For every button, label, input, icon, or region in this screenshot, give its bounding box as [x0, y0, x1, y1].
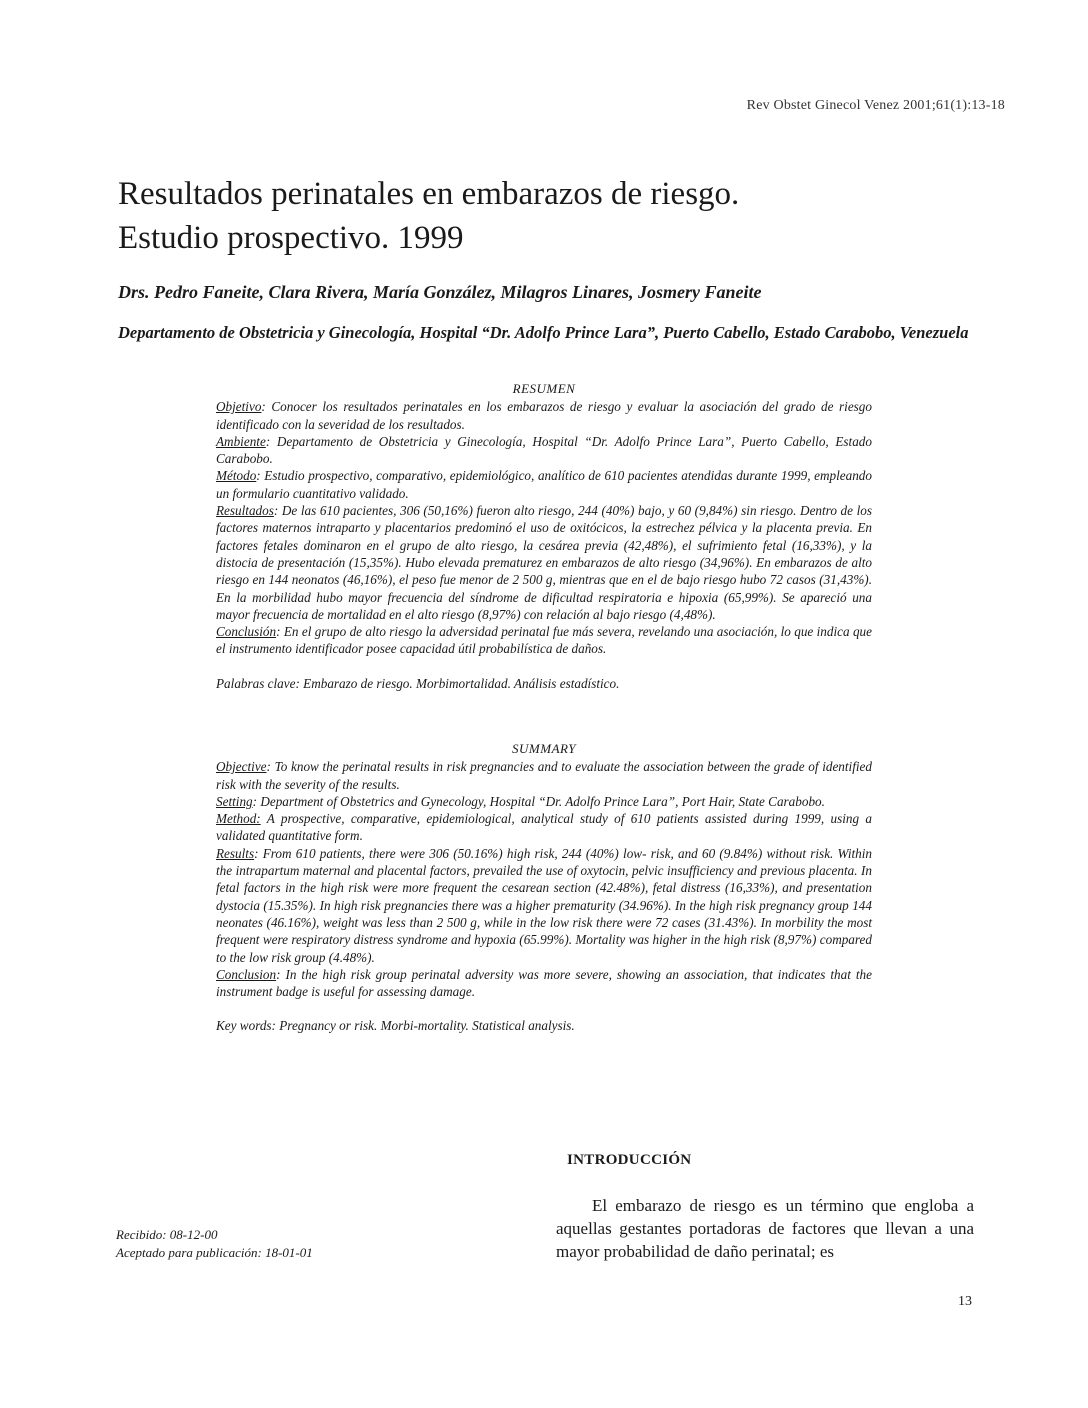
results-label: Results	[216, 845, 255, 861]
conclusion-label: Conclusión	[216, 624, 277, 640]
aceptado-date: Aceptado para publicación: 18-01-01	[116, 1245, 313, 1260]
metodo-label: Método	[216, 468, 257, 484]
affiliation: Departamento de Obstetricia y Ginecología, Hospital “Dr. Adolfo Prince Lara”, Puerto Cabello, Estado Carabobo, Venezuela	[118, 323, 969, 342]
ambiente-label: Ambiente	[216, 433, 266, 449]
objetivo-label: Objetivo	[216, 399, 262, 415]
journal-reference: Rev Obstet Ginecol Venez 2001;61(1):13-18	[746, 98, 1005, 113]
method-label: Method:	[216, 811, 261, 827]
method-text: A prospective, comparative, epidemiological, analytical study of 610 patients assisted during 1999, using a validated quantitative form.	[216, 811, 872, 844]
resumen-ambiente	[216, 433, 872, 468]
resultados-text: : De las 610 pacientes, 306 (50,16%) fueron alto riesgo, 244 (40%) bajo, y 60 (9,84%) sin riesgo. Dentro de los factores maternos intraparto y placentarios predominó el uso de oxitócicos, la estrechez pélvica y la placenta previa. En factores fetales dominaron en el grupo de alto riesgo, la cesárea previa (42,48%), el sufrimiento fetal (16,33%), y la distocia de presentación (15,35%). Hubo elevada prematurez en embarazos de alto riesgo (34,96%). En embarazos de alto riesgo en 144 neonatos (46,16%), el peso fue menor de 2 500 g, mientras que en el de bajo riesgo hubo 72 casos (31,43%). En la morbilidad hubo mayor frecuencia del síndrome de dificultad respiratoria e hipoxia (65,99%). Se apareció una mayor frecuencia de mortalidad en el alto riesgo (8,97%) con relación al bajo riesgo (4,48%).	[216, 503, 872, 622]
ambiente-text: : Departamento de Obstetricia y Ginecología, Hospital “Dr. Adolfo Prince Lara”, Puerto Cabello, Estado Carabobo.	[216, 433, 872, 467]
objective-label: Objective	[216, 759, 267, 775]
objective-text: : To know the perinatal results in risk pregnancies and to evaluate the association between the grade of identified risk with the severity of the results.	[216, 759, 872, 792]
title-line-1: Resultados perinatales en embarazos de riesgo.	[118, 176, 740, 212]
summary-setting	[216, 793, 872, 810]
summary-heading: SUMMARY	[512, 741, 576, 756]
conclusion-text-en: : In the high risk group perinatal adversity was more severe, showing an association, that indicates that the instrument badge is useful for assessing damage.	[216, 966, 872, 1000]
objetivo-text: : Conocer los resultados perinatales en los embarazos de riesgo y evaluar la asociación del grado de riesgo identificado con la severidad de los resultados.	[216, 399, 872, 432]
palabras-clave: Palabras clave: Embarazo de riesgo. Morbimortalidad. Análisis estadístico.	[216, 675, 620, 691]
resultados-label: Resultados	[216, 503, 274, 519]
resumen-section	[216, 380, 872, 692]
author-list: Drs. Pedro Faneite, Clara Rivera, María González, Milagros Linares, Josmery Faneite	[118, 282, 762, 302]
results-text: : From 610 patients, there were 306 (50.16%) high risk, 244 (40%) low- risk, and 60 (9.84%) without risk. Within the intrapartum maternal and placental factors, prevailed the use of oxytocin, pelvic insufficiency and previous placenta. In fetal factors in the high risk were more frequent the cesarean section (42.48%), fetal distress (16,33%), and presentation dystocia (15.35%). In high risk pregnancies there was a higher prematurity (34.96%). In the high risk pregnancy group 144 neonates (46.16%), weight was less than 2 500 g, while in the low risk there were 72 cases (31.43%). In morbility the most frequent were respiratory distress syndrome and hypoxia (65.99%). Mortality was higher in the high risk (8,97%) compared to the low risk group (4.48%).	[216, 845, 872, 965]
article-title	[118, 172, 978, 260]
recibido-date: Recibido: 08-12-00	[116, 1227, 218, 1242]
resumen-conclusion	[216, 623, 872, 658]
page-number: 13	[958, 1294, 972, 1309]
setting-label: Setting	[216, 793, 253, 809]
summary-objective	[216, 758, 872, 793]
summary-results	[216, 845, 872, 966]
key-words: Key words: Pregnancy or risk. Morbi-mortality. Statistical analysis.	[216, 1018, 575, 1034]
setting-text: : Department of Obstetrics and Gynecology, Hospital “Dr. Adolfo Prince Lara”, Port Hair, State Carabobo.	[252, 793, 825, 809]
introduccion-heading: INTRODUCCIÓN	[567, 1152, 692, 1168]
conclusion-label-en: Conclusion	[216, 966, 277, 982]
summary-section	[216, 740, 872, 1035]
resumen-resultados	[216, 502, 872, 623]
resumen-metodo	[216, 467, 872, 502]
summary-conclusion	[216, 966, 872, 1001]
conclusion-text: : En el grupo de alto riesgo la adversidad perinatal fue más severa, revelando una asociación, lo que indica que el instrumento identificador posee capacidad útil probabilística de daños.	[216, 624, 872, 657]
introduccion-paragraph: El embarazo de riesgo es un término que engloba a aquellas gestantes portadoras de factores que llevan a una mayor probabilidad de daño perinatal; es	[556, 1196, 974, 1261]
title-line-2: Estudio prospectivo. 1999	[118, 220, 464, 256]
metodo-text: : Estudio prospectivo, comparativo, epidemiológico, analítico de 610 pacientes atendidas durante 1999, empleando un formulario cuantitativo validado.	[216, 468, 872, 501]
resumen-objetivo	[216, 398, 872, 433]
resumen-heading: RESUMEN	[512, 381, 576, 396]
summary-method	[216, 810, 872, 845]
submission-dates	[116, 1226, 313, 1262]
